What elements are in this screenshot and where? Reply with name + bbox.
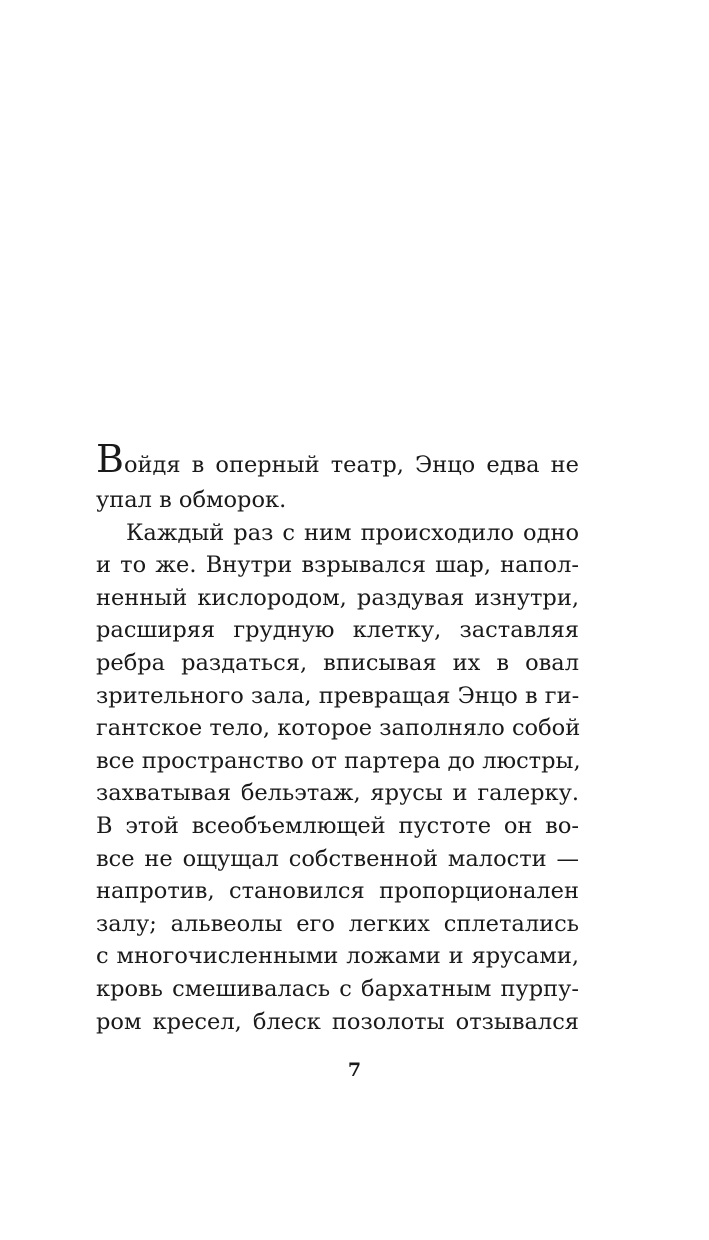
first-line-text: ойдя в оперный театр, Энцо едва не xyxy=(123,452,579,478)
text-line: Каждый раз с ним происходило одно xyxy=(126,519,579,546)
text-line: все не ощущал собственной малости — xyxy=(96,845,579,872)
text-line: залу; альвеолы его легких сплетались xyxy=(96,910,579,937)
text-line: упал в обморок. xyxy=(96,487,287,513)
text-line: и то же. Внутри взрывался шар, напол- xyxy=(96,552,579,579)
text-line: с многочисленными ложами и ярусами, xyxy=(96,943,579,970)
text-line: ром кресел, блеск позолоты отзывался xyxy=(96,1008,579,1035)
text-line: напротив, становился пропорционален xyxy=(96,878,579,905)
text-line: В этой всеобъемлющей пустоте он во- xyxy=(96,812,579,839)
text-line: кровь смешивалась с бархатным пурпу- xyxy=(96,975,579,1002)
text-line: зрительного зала, превращая Энцо в ги- xyxy=(96,682,580,709)
body-text xyxy=(96,437,581,1038)
text-line xyxy=(96,437,579,482)
text-line: ребра раздаться, вписывая их в овал xyxy=(96,649,579,676)
drop-cap: В xyxy=(96,437,124,481)
text-line: ненный кислородом, раздувая изнутри, xyxy=(96,584,579,611)
text-line: захватывая бельэтаж, ярусы и галерку. xyxy=(96,780,579,807)
text-line: все пространство от партера до люстры, xyxy=(96,747,581,774)
page-number: 7 xyxy=(347,1059,362,1081)
text-line: расширяя грудную клетку, заставляя xyxy=(96,617,579,644)
text-line: гантское тело, которое заполняло собой xyxy=(96,715,581,742)
